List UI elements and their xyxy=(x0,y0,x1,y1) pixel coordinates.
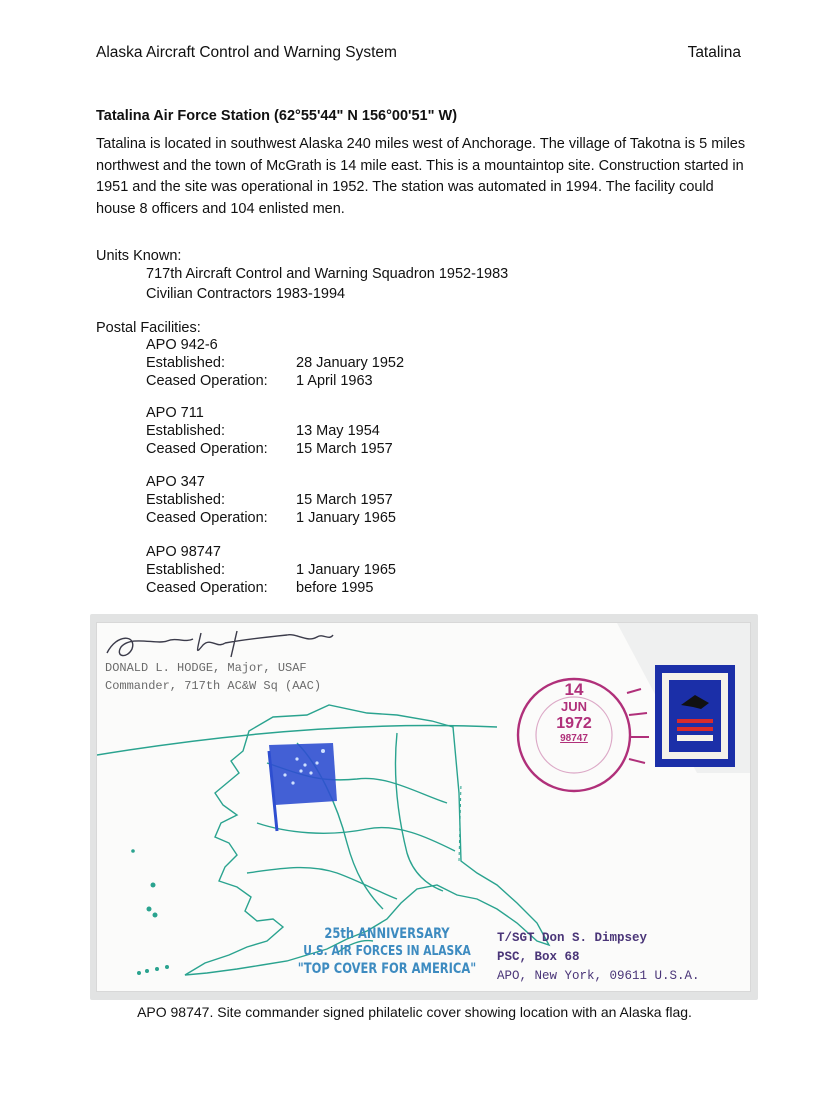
apo-name: APO 942-6 xyxy=(146,337,218,353)
cachet-line: U.S. AIR FORCES IN ALASKA xyxy=(303,944,471,959)
return-address xyxy=(105,659,321,695)
units-list xyxy=(146,264,508,304)
apo-name: APO 98747 xyxy=(146,544,221,560)
ceased-date: 1 April 1963 xyxy=(296,373,373,389)
established-date: 13 May 1954 xyxy=(296,423,380,439)
established-date: 1 January 1965 xyxy=(296,562,396,578)
ceased-label: Ceased Operation: xyxy=(146,373,268,389)
ceased-label: Ceased Operation: xyxy=(146,441,268,457)
established-label: Established: xyxy=(146,355,225,371)
postmark-year: 1972 xyxy=(556,715,592,732)
units-label: Units Known: xyxy=(96,248,182,264)
unit-item: Civilian Contractors 1983-1994 xyxy=(146,286,346,302)
postmark-month: JUN xyxy=(560,699,587,714)
apo-name: APO 711 xyxy=(146,405,204,421)
station-description: Tatalina is located in southwest Alaska 240 miles west of Anchorage. The village of Takotna is 5 miles northwest and the town of McGrath is 14 mile east. This is a mountaintop site. Construction started in 1951 and the site was operational in 1952. The station was automated in 1994. The facility could house 8 officers and 104 enlisted men. xyxy=(96,136,746,217)
islands xyxy=(131,849,169,975)
address-line: T/SGT Don S. Dimpsey xyxy=(497,931,648,945)
established-date: 28 January 1952 xyxy=(296,355,405,371)
address-line: PSC, Box 68 xyxy=(497,950,580,964)
address-line: APO, New York, 09611 U.S.A. xyxy=(497,969,700,983)
apo-block xyxy=(146,404,393,458)
cachet-line: 25th ANNIVERSARY xyxy=(324,926,450,942)
station-title: Tatalina Air Force Station (62°55'44" N 156°00'51" W) xyxy=(96,108,458,124)
established-label: Established: xyxy=(146,562,225,578)
cover-caption: APO 98747. Site commander signed philatelic cover showing location with an Alaska flag. xyxy=(137,1004,692,1020)
cachet-line: "TOP COVER FOR AMERICA" xyxy=(297,961,477,977)
postmark-apo: 98747 xyxy=(560,733,588,744)
ceased-label: Ceased Operation: xyxy=(146,580,268,596)
signature xyxy=(107,631,333,657)
postmark-day: 14 xyxy=(564,680,584,699)
ceased-date: 1 January 1965 xyxy=(296,510,396,526)
recipient-address xyxy=(497,929,700,986)
page-header-right: Tatalina xyxy=(687,44,741,61)
return-line: Commander, 717th AC&W Sq (AAC) xyxy=(105,679,322,693)
alaska-flag xyxy=(269,743,337,831)
established-label: Established: xyxy=(146,492,225,508)
established-date: 15 March 1957 xyxy=(296,492,393,508)
apo-name: APO 347 xyxy=(146,474,205,490)
postage-stamp xyxy=(655,665,735,767)
established-label: Established: xyxy=(146,423,225,439)
apo-block xyxy=(146,543,396,597)
postmark-date xyxy=(542,681,606,745)
ceased-label: Ceased Operation: xyxy=(146,510,268,526)
unit-item: 717th Aircraft Control and Warning Squadron 1952-1983 xyxy=(146,266,509,282)
philatelic-cover xyxy=(96,622,751,992)
apo-block xyxy=(146,336,404,390)
ceased-date: before 1995 xyxy=(296,580,374,596)
page-header-left: Alaska Aircraft Control and Warning System xyxy=(96,44,397,61)
apo-block xyxy=(146,473,396,527)
cachet-text xyxy=(272,925,502,978)
return-line: DONALD L. HODGE, Major, USAF xyxy=(105,661,307,675)
ceased-date: 15 March 1957 xyxy=(296,441,393,457)
postal-label: Postal Facilities: xyxy=(96,320,201,336)
